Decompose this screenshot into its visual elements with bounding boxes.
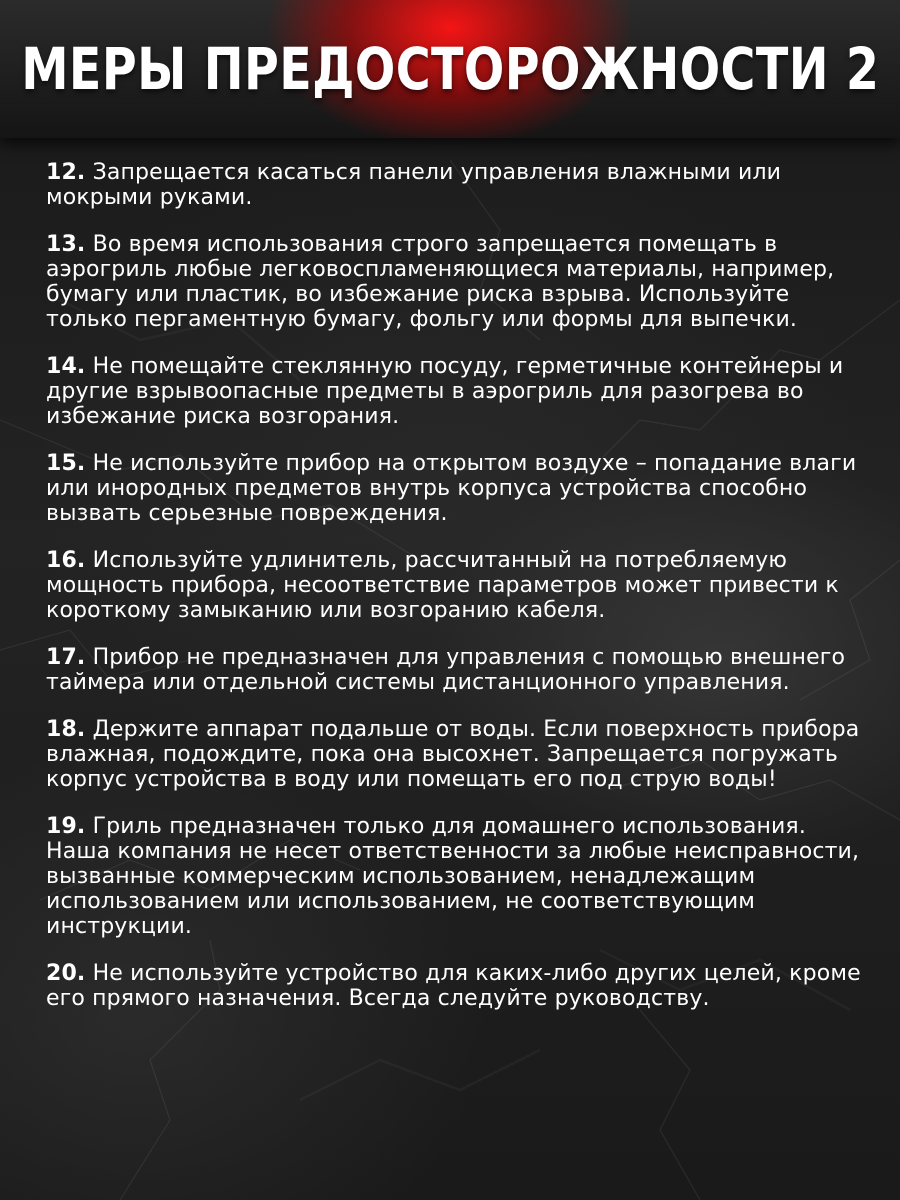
item-text: Прибор не предназначен для управления с помощью внешнего таймера или отдельной системы дистанционного управления. [46,645,846,695]
list-item [46,451,866,526]
list-item [46,961,866,1011]
item-number: 17. [46,645,86,670]
list-item [46,548,866,623]
item-text: Во время использования строго запрещается помещать в аэрогриль любые легковоспламеняющиеся материалы, например, бумагу или пластик, во избежание риска взрыва. Используйте только пергаментную бумагу, фольгу или формы для выпечки. [46,232,835,332]
item-number: 16. [46,548,86,573]
item-text: Используйте удлинитель, рассчитанный на потребляемую мощность прибора, несоответствие параметров может привести к короткому замыканию или возгоранию кабеля. [46,548,839,623]
item-number: 13. [46,232,86,257]
item-number: 19. [46,814,86,839]
list-item [46,717,866,792]
list-item [46,160,866,210]
list-item [46,232,866,332]
item-number: 20. [46,961,86,986]
list-item [46,354,866,429]
item-text: Держите аппарат подальше от воды. Если поверхность прибора влажная, подождите, пока она высохнет. Запрещается погружать корпус устройства в воду или помещать его под струю воды! [46,717,860,792]
item-text: Запрещается касаться панели управления влажными или мокрыми руками. [46,160,782,210]
list-item [46,814,866,939]
page-title: МЕРЫ ПРЕДОСТОРОЖНОСТИ 2 [20,35,880,103]
item-number: 12. [46,160,86,185]
item-number: 15. [46,451,86,476]
item-text: Не помещайте стеклянную посуду, герметичные контейнеры и другие взрывоопасные предметы в аэрогриль для разогрева во избежание риска возгорания. [46,354,844,429]
item-number: 14. [46,354,86,379]
precautions-list [46,160,866,1033]
item-text: Не используйте устройство для каких-либо других целей, кроме его прямого назначения. Всегда следуйте руководству. [46,961,861,1011]
item-text: Не используйте прибор на открытом воздухе – попадание влаги или инородных предметов внутрь корпуса устройства способно вызвать серьезные повреждения. [46,451,857,526]
item-number: 18. [46,717,86,742]
list-item [46,645,866,695]
item-text: Гриль предназначен только для домашнего использования. Наша компания не несет ответственности за любые неисправности, вызванные коммерческим использованием, ненадлежащим использованием или использованием, не соответствующим инструкции. [46,814,860,939]
page-header [0,0,900,138]
